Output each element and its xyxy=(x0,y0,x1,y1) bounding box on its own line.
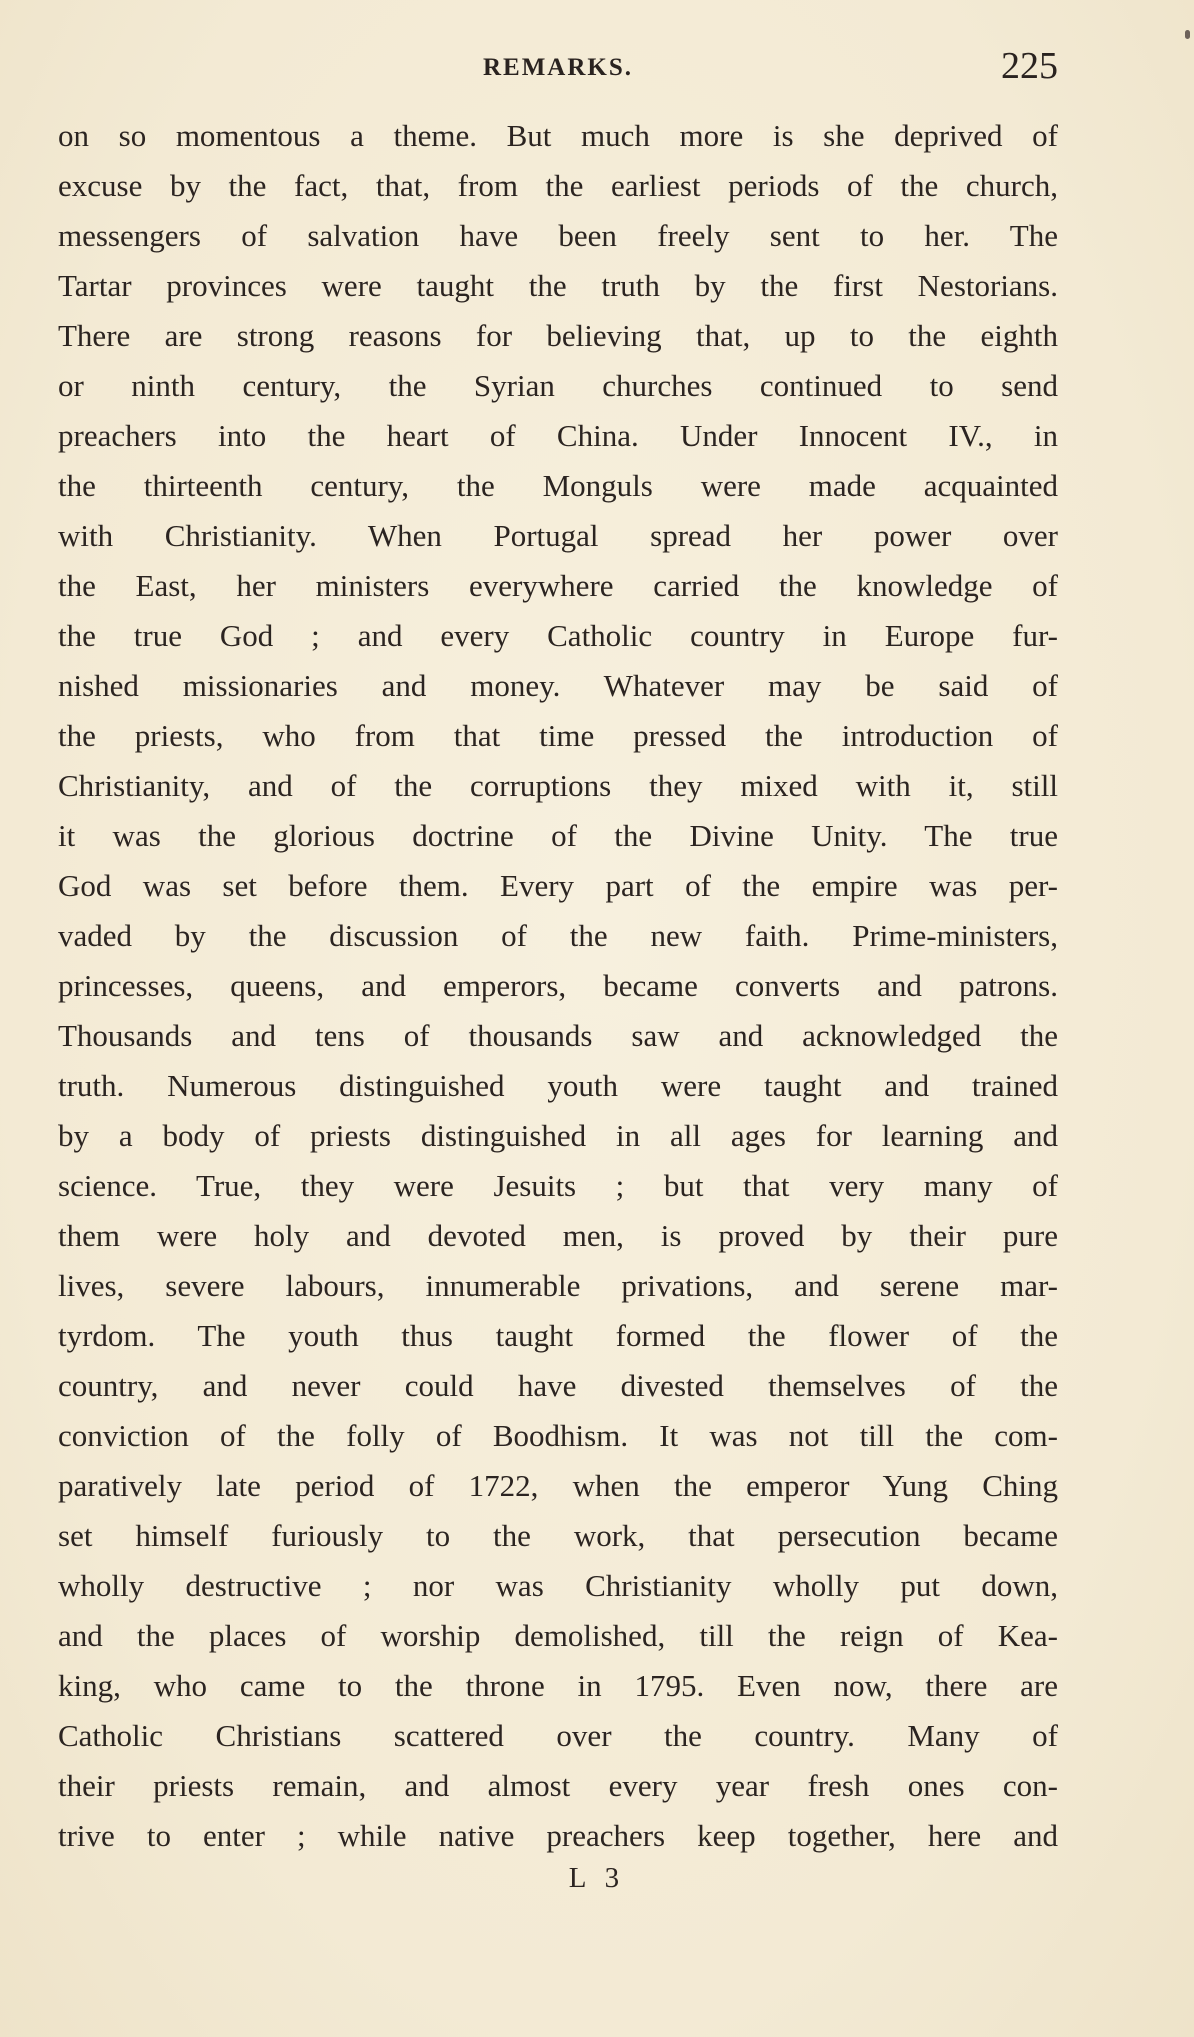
text-line: the East, her ministers everywhere carried the knowledge of xyxy=(58,568,1058,603)
text-line: science. True, they were Jesuits ; but that very many of xyxy=(58,1168,1058,1203)
text-line: their priests remain, and almost every year fresh ones con- xyxy=(58,1768,1058,1803)
signature-mark: L 3 xyxy=(568,1862,626,1894)
text-line: the priests, who from that time pressed the introduction of xyxy=(58,718,1058,753)
text-line: on so momentous a theme. But much more is she deprived of xyxy=(58,118,1058,153)
page-edge-mark xyxy=(1185,30,1190,39)
text-line: Tartar provinces were taught the truth by the first Nestorians. xyxy=(58,268,1058,303)
text-line: Thousands and tens of thousands saw and acknowledged the xyxy=(58,1018,1058,1053)
text-line: nished missionaries and money. Whatever may be said of xyxy=(58,668,1058,703)
text-line: princesses, queens, and emperors, became converts and patrons. xyxy=(58,968,1058,1003)
text-line: Christianity, and of the corruptions they mixed with it, still xyxy=(58,768,1058,803)
text-line: or ninth century, the Syrian churches continued to send xyxy=(58,368,1058,403)
text-line: truth. Numerous distinguished youth were taught and trained xyxy=(58,1068,1058,1103)
text-line: the true God ; and every Catholic country in Europe fur- xyxy=(58,618,1058,653)
page-number: 225 xyxy=(1001,45,1058,87)
text-line: them were holy and devoted men, is proved by their pure xyxy=(58,1218,1058,1253)
text-line: tyrdom. The youth thus taught formed the flower of the xyxy=(58,1318,1058,1353)
text-line: Catholic Christians scattered over the country. Many of xyxy=(58,1718,1058,1753)
text-line: vaded by the discussion of the new faith. Prime-ministers, xyxy=(58,918,1058,953)
text-line: preachers into the heart of China. Under Innocent IV., in xyxy=(58,418,1058,453)
text-line: paratively late period of 1722, when the emperor Yung Ching xyxy=(58,1468,1058,1503)
text-line: excuse by the fact, that, from the earliest periods of the church, xyxy=(58,168,1058,203)
text-line: with Christianity. When Portugal spread her power over xyxy=(58,518,1058,553)
text-line: wholly destructive ; nor was Christianity wholly put down, xyxy=(58,1568,1058,1603)
text-line: the thirteenth century, the Monguls were made acquainted xyxy=(58,468,1058,503)
text-line: lives, severe labours, innumerable privations, and serene mar- xyxy=(58,1268,1058,1303)
body-text xyxy=(58,111,1058,1861)
text-line: trive to enter ; while native preachers keep together, here and xyxy=(58,1818,1058,1853)
text-line: There are strong reasons for believing that, up to the eighth xyxy=(58,318,1058,353)
text-line: set himself furiously to the work, that persecution became xyxy=(58,1518,1058,1553)
text-line: God was set before them. Every part of the empire was per- xyxy=(58,868,1058,903)
running-title: REMARKS. xyxy=(482,54,634,81)
text-line: messengers of salvation have been freely sent to her. The xyxy=(58,218,1058,253)
text-line: and the places of worship demolished, till the reign of Kea- xyxy=(58,1618,1058,1653)
text-line: it was the glorious doctrine of the Divine Unity. The true xyxy=(58,818,1058,853)
text-line: by a body of priests distinguished in all ages for learning and xyxy=(58,1118,1058,1153)
text-line: king, who came to the throne in 1795. Even now, there are xyxy=(58,1668,1058,1703)
text-line: country, and never could have divested themselves of the xyxy=(58,1368,1058,1403)
text-line: conviction of the folly of Boodhism. It was not till the com- xyxy=(58,1418,1058,1453)
running-head xyxy=(58,44,1058,94)
